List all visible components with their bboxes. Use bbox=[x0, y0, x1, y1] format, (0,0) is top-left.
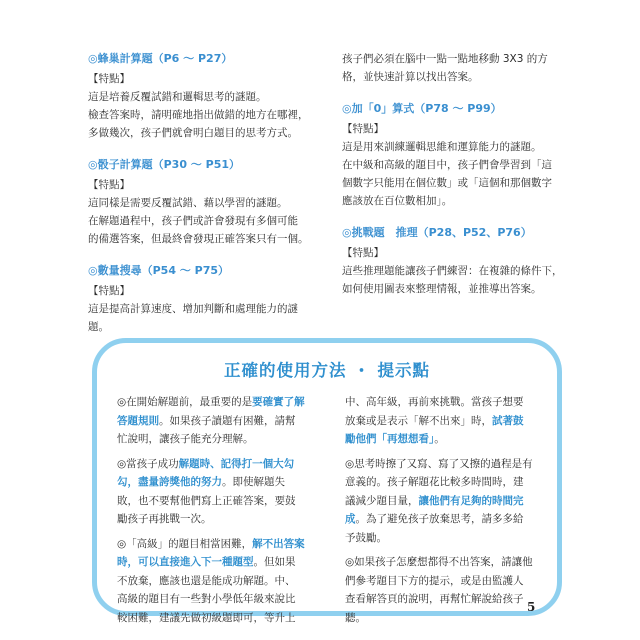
tip-text: ◎「高級」的題目相當困難， bbox=[117, 537, 253, 550]
left-column bbox=[88, 50, 322, 350]
section-subtitle: 【特點】 bbox=[88, 179, 130, 191]
right-column bbox=[342, 50, 580, 312]
tips-title: 正確的使用方法 ・ 提示點 bbox=[224, 361, 430, 380]
tip-text: 中、高年級，再前來挑戰。當孩子想要 放棄或是表示「解不出來」時， bbox=[345, 396, 524, 427]
tip-highlight: 讓他們有足夠的時間完 成 bbox=[345, 494, 524, 525]
section-subtitle: 【特點】 bbox=[88, 285, 130, 297]
tip-item bbox=[117, 455, 323, 529]
tip-highlight: 解題時、記得打一個大勾 勾，盡量誇獎他的努力 bbox=[117, 457, 295, 488]
continued-text: 孩子們必須在腦中一點一點地移動 3X3 的方 格，並快速計算以找出答案。 bbox=[342, 53, 548, 83]
tips-left-column bbox=[117, 393, 323, 633]
tip-text: 。 bbox=[434, 433, 445, 445]
section-honeycomb bbox=[88, 50, 322, 142]
tip-item bbox=[345, 553, 545, 627]
tip-text: ◎當孩子成功 bbox=[117, 457, 179, 470]
tips-right-column bbox=[345, 393, 545, 633]
section-body: 這些推理題能讓孩子們練習：在複雜的條件下， 如何使用圖表來整理情報，並推導出答案。 bbox=[342, 265, 563, 295]
section-title: ◎數量搜尋（P54 ～ P75） bbox=[88, 264, 229, 277]
tip-text: ◎如果孩子怎麼想都得不出答案，請讓他 們參考題目下方的提示，或是由監護人 查看解答頁的說明，再幫忙解說給孩子 聽。 bbox=[345, 556, 533, 624]
tip-item bbox=[345, 393, 545, 449]
section-body: 這同樣是需要反覆試錯、藉以學習的謎題。 在解題過程中，孩子們或許會發現有多個可能 的備選答案，但最終會發現正確答案只有一個。 bbox=[88, 197, 309, 245]
tip-item bbox=[117, 393, 323, 449]
tip-text: 。即使解題失 敗，也不要幫他們寫上正確答案，要鼓 勵孩子再挑戰一次。 bbox=[117, 476, 296, 525]
section-challenge-reasoning bbox=[342, 224, 580, 298]
section-body: 這是培養反覆試錯和邏輯思考的謎題。 檢查答案時，請明確地指出做錯的地方在哪裡， 多做幾次，孩子們就會明白題目的思考方式。 bbox=[88, 91, 309, 139]
tip-highlight: 解不出答案 時，可以直接進入下一種題型 bbox=[117, 537, 305, 568]
tip-item bbox=[345, 455, 545, 548]
section-title: ◎加「0」算式（P78 ～ P99） bbox=[342, 102, 502, 115]
section-quantity-search bbox=[88, 262, 322, 336]
tips-box bbox=[92, 338, 562, 624]
tip-highlight: 試著鼓 勵他們「再想想看」 bbox=[345, 414, 524, 445]
tip-text: 。但如果 不放棄，應該也還是能成功解題。中、 高級的題目有一些對小學低年級來說比 較困難，建議先做初級題即可，等升上 bbox=[117, 556, 296, 624]
section-subtitle: 【特點】 bbox=[342, 247, 384, 259]
tip-text: 。如果孩子讀題有困難，請幫 忙說明，讓孩子能充分理解。 bbox=[117, 414, 296, 445]
tip-text: ◎在開始解題前，最重要的是 bbox=[117, 396, 253, 408]
section-title: ◎蜂巢計算題（P6 ～ P27） bbox=[88, 52, 233, 65]
section-subtitle: 【特點】 bbox=[342, 123, 384, 135]
tip-item bbox=[117, 535, 323, 628]
section-subtitle: 【特點】 bbox=[88, 73, 130, 85]
section-title: ◎骰子計算題（P30 ～ P51） bbox=[88, 158, 240, 171]
tip-highlight: 要確實了解 答題規則 bbox=[117, 396, 305, 427]
section-dice bbox=[88, 156, 322, 248]
tip-text: 。為了避免孩子放棄思考，請多多給 予鼓勵。 bbox=[345, 513, 524, 544]
tip-text: ◎思考時擦了又寫、寫了又擦的過程是有 意義的。孩子解題花比較多時間時，建 議減少題目量， bbox=[345, 457, 533, 507]
section-body: 這是提高計算速度、增加判斷和處理能力的謎 題。 bbox=[88, 303, 298, 333]
page-number: 5 bbox=[527, 600, 536, 614]
section-title: ◎挑戰題 推理（P28、P52、P76） bbox=[342, 226, 532, 239]
section-add-zero bbox=[342, 100, 580, 210]
section-body: 這是用來訓練邏輯思維和運算能力的謎題。 在中級和高級的題目中，孩子們會學習到「這 個數字只能用在個位數」或「這個和那個數字 應該放在百位數相加」。 bbox=[342, 141, 552, 207]
